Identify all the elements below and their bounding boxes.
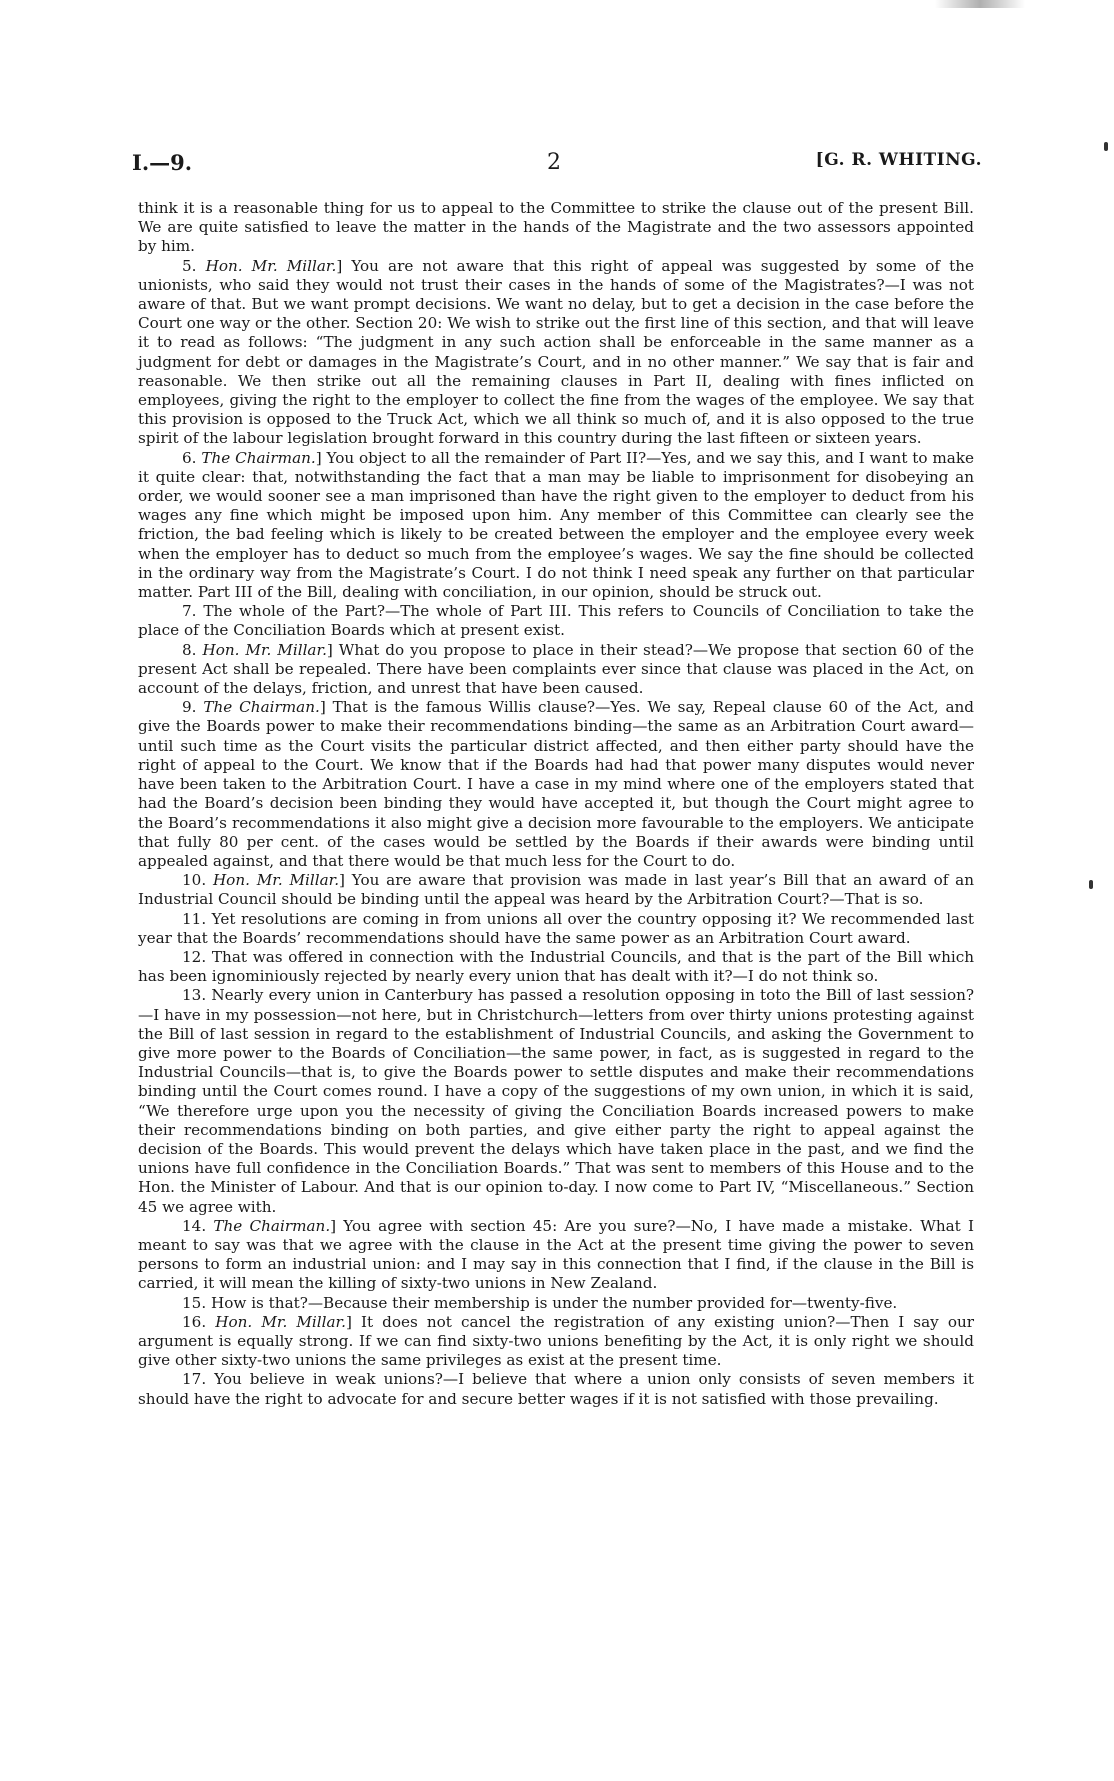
question-number: 5. — [182, 256, 197, 275]
paragraph — [138, 1217, 974, 1294]
paragraph — [138, 199, 974, 257]
paragraph-text: Nearly every union in Canterbury has passed a resolution opposing in toto the Bill of last session?—I have in my possession—not here, but in Christchurch—letters from over thirty unions protesting against the Bill of last session in regard to the establishment of Industrial Councils, and asking the Government to give more power to the Boards of Conciliation—the same power, in fact, as is suggested in regard to the Industrial Councils—that is, to give the Boards power to settle disputes and make their recommendations binding until the Court comes round. I have a copy of the suggestions of my own union, in which it is said, “We therefore urge upon you the necessity of giving the Conciliation Boards increased powers to make their recommendations binding on both parties, and give either party the right to appeal against the decision of the Boards. This would prevent the delays which have taken place in the past, and we find the unions have full confidence in the Conciliation Boards.” That was sent to members of this House and to the Hon. the Minister of Labour. And that is our opinion to-day. I now come to Part IV, “Miscellaneous.” Section 45 we agree with. — [138, 986, 975, 1216]
paragraph — [138, 602, 974, 640]
question-number: 8. — [182, 640, 197, 659]
paragraph — [138, 1294, 974, 1313]
paragraph — [138, 257, 974, 449]
question-number: 6. — [182, 448, 197, 467]
paragraph — [138, 449, 974, 603]
page-header — [132, 150, 982, 180]
paper-reference: I.—9. — [132, 150, 193, 175]
speaker: The Chairman. — [201, 448, 316, 467]
paragraph-text: ] You object to all the remainder of Part II?—Yes, and we say this, and I want to make it quite clear: that, notwithstanding the fact that a man may be liable to imprisonment for disobeying an order, we would sooner see a man imprisoned than have the right given to the employer to deduct from his wages any fine which might be imposed upon him. Any member of this Committee can clearly see the friction, the bad feeling which is likely to be created between the employer and the employee every week when the employer has to deduct so much from the employee’s wages. We say the fine should be collected in the ordinary way from the Magistrate’s Court. I do not think I need speak any further on that particular matter. Part III of the Bill, dealing with conciliation, in our opinion, should be struck out. — [138, 448, 975, 602]
question-number: 11. — [182, 909, 207, 928]
paragraph — [138, 986, 974, 1216]
paragraph-text: ] You are not aware that this right of appeal was suggested by some of the unionists, who said they would not trust their cases in the hands of some of the Magistrates?—I was not aware of that. But we want prompt decisions. We want no delay, but to get a decision in the case before the Court one way or the other. Section 20: We wish to strike out the first line of this section, and that will leave it to read as follows: “The judgment in any such action shall be enforceable in the same manner as a judgment for debt or damages in the Magistrate’s Court, and in no other manner.” We say that is fair and reasonable. We then strike out all the remaining clauses in Part II, dealing with fines inflicted on employees, giving the right to the employer to collect the fine from the wages of the employee. We say that this provision is opposed to the Truck Act, which we all think so much of, and it is also opposed to the true spirit of the labour legislation brought forward in this country during the last fifteen or sixteen years. — [138, 256, 975, 448]
paragraph — [138, 641, 974, 699]
question-number: 13. — [182, 986, 207, 1005]
paragraph — [138, 948, 974, 986]
question-number: 15. — [182, 1293, 207, 1312]
paragraph-text: ] It does not cancel the registration of any existing union?—Then I say our argument is equally strong. If we can find sixty-two unions benefiting by the Act, it is only right we should give other sixty-two unions the same privileges as exist at the present time. — [138, 1312, 975, 1370]
scan-mark — [935, 0, 1025, 8]
question-number: 12. — [182, 947, 207, 966]
question-number: 16. — [182, 1312, 207, 1331]
question-number: 14. — [182, 1216, 207, 1235]
paragraph-text: The whole of the Part?—The whole of Part III. This refers to Councils of Conciliation to take the place of the Conciliation Boards which at present exist. — [138, 602, 975, 640]
paragraph-text: You believe in weak unions?—I believe that where a union only consists of seven members it should have the right to advocate for and secure better wages if it is not satisfied with those prevailing. — [138, 1370, 974, 1408]
question-number: 10. — [182, 871, 207, 890]
paragraph-text: How is that?—Because their membership is under the number provided for—twenty-five. — [210, 1293, 898, 1312]
question-number: 7. — [182, 602, 197, 621]
paragraph-text: ] You are aware that provision was made in last year’s Bill that an award of an Industrial Council should be binding until the appeal was heard by the Arbitration Court?—That is so. — [138, 871, 975, 909]
paragraph-text: That was offered in connection with the Industrial Councils, and that is the part of the Bill which has been ignominiously rejected by nearly every union that has dealt with it?—I do not think so. — [138, 947, 975, 986]
scan-speck — [1104, 142, 1108, 151]
paragraph-text: ] That is the famous Willis clause?—Yes. We say, Repeal clause 60 of the Act, and give the Boards power to make their recommendations binding—the same as an Arbitration Court award—until such time as the Court visits the particular district affected, and then either party should have the right of appeal to the Court. We know that if the Boards had had that power many disputes would never have been taken to the Arbitration Court. I have a case in my mind where one of the employers stated that had the Board’s decision been binding they would have accepted it, but though the Court might agree to the Board’s recommendations it also might give a decision more favourable to the employers. We anticipate that fully 80 per cent. of the cases would be settled by the Boards if their awards were binding until appealed against, and that there would be that much less for the Court to do. — [138, 698, 974, 870]
witness-name: [G. R. WHITING. — [815, 150, 982, 170]
speaker: The Chairman. — [203, 698, 320, 717]
paragraph — [138, 1370, 974, 1408]
evidence-text — [138, 199, 974, 1409]
paragraph — [138, 910, 974, 948]
speaker: Hon. Mr. Millar. — [215, 1312, 346, 1331]
paragraph-text: ] What do you propose to place in their stead?—We propose that section 60 of the present Act shall be repealed. There have been complaints ever since that clause was placed in the Act, on account of the delays, friction, and unrest that have been caused. — [138, 640, 975, 698]
paragraph — [138, 698, 974, 871]
question-number: 9. — [182, 698, 197, 717]
scan-speck — [1089, 880, 1093, 889]
question-number: 17. — [182, 1370, 207, 1389]
paragraph-text: ] You agree with section 45: Are you sure?—No, I have made a mistake. What I meant to say was that we agree with the clause in the Act at the present time giving the power to seven persons to form an industrial union: and I may say in this connection that I find, if the clause in the Bill is carried, it will mean the killing of sixty-two unions in New Zealand. — [138, 1216, 974, 1293]
speaker: Hon. Mr. Millar. — [202, 640, 327, 659]
speaker: Hon. Mr. Millar. — [212, 871, 340, 890]
paragraph-text: Yet resolutions are coming in from unions all over the country opposing it? We recommended last year that the Boards’ recommendations should have the same power as an Arbitration Court award. — [138, 909, 975, 947]
speaker: The Chairman. — [213, 1216, 331, 1235]
paragraph — [138, 1313, 974, 1371]
speaker: Hon. Mr. Millar. — [205, 256, 337, 275]
paragraph-text: think it is a reasonable thing for us to appeal to the Committee to strike the clause out of the present Bill. We are quite satisfied to leave the matter in the hands of the Magistrate and the two assessors appointed by him. — [138, 199, 974, 256]
page-number: 2 — [547, 150, 561, 175]
paragraph — [138, 871, 974, 909]
